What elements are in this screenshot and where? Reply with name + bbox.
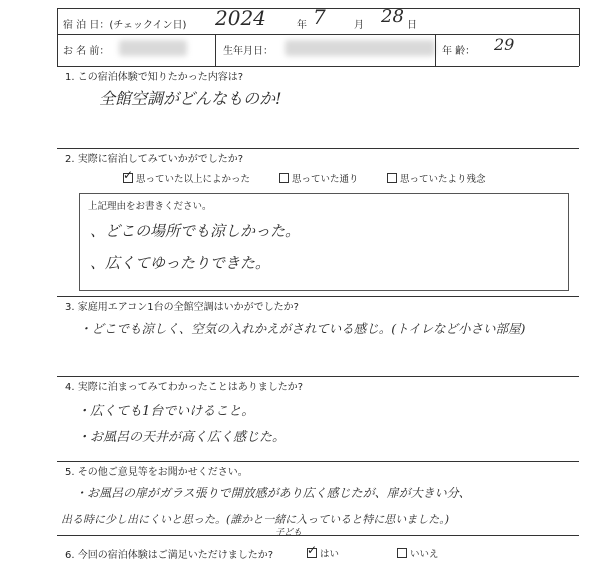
right-border: [579, 8, 580, 66]
month-unit: 月: [354, 20, 364, 31]
stay-month: 7: [313, 5, 326, 29]
stay-year: 2024: [215, 6, 266, 30]
q6-question: 6. 今回の宿泊体験はご満足いただけましたか?: [65, 550, 274, 561]
q5-insertion: 子ども: [275, 528, 303, 538]
check-mark-icon: ✓: [307, 543, 318, 557]
age-label: 年 齢：: [442, 46, 476, 57]
header-bottom-border: [57, 66, 579, 67]
q2-option-disappointing[interactable]: 思っていたより残念: [387, 171, 486, 185]
stay-date-label: 宿 泊 日：(チェックイン日): [63, 20, 187, 31]
check-mark-icon: ✓: [123, 168, 134, 182]
q2-reason-line-2: 、広くてゆったりできた。: [90, 254, 270, 272]
q4-answer-line-2: ・お風呂の天井が高く広く感じた。: [77, 430, 286, 445]
q1-answer: 全館空調がどんなものか!: [99, 89, 282, 108]
q4-question: 4. 実際に泊まってみてわかったことはありましたか?: [65, 382, 304, 393]
q5-answer-line-1: ・お風呂の扉がガラス張りで開放感があり広く感じたが、扉が大きい分、: [75, 486, 471, 500]
q6-option-no[interactable]: いいえ: [397, 546, 439, 560]
q5-divider: [57, 535, 579, 536]
birthdate-redacted: [285, 40, 435, 56]
q5-answer-line-2: 出る時に少し出にくいと思った。(誰かと一緒に入っていると特に思いました。): [61, 513, 450, 526]
survey-form: [57, 5, 579, 561]
q6-checkbox-yes[interactable]: [307, 543, 318, 558]
name-birth-divider: [215, 34, 216, 66]
q2-checkbox-disappointing[interactable]: [387, 173, 397, 183]
year-unit: 年: [297, 20, 307, 31]
q2-checkbox-better[interactable]: [123, 168, 134, 183]
day-unit: 日: [407, 20, 417, 31]
q2-reason-box: [79, 193, 569, 291]
left-border: [57, 8, 58, 66]
q2-option-better[interactable]: ✓ 思っていた以上によかった: [123, 168, 251, 185]
stay-day: 28: [381, 6, 404, 27]
q3-answer: ・どこでも涼しく、空気の入れかえがされている感じ。(トイレなど小さい部屋): [79, 321, 526, 336]
q2-option-as-expected[interactable]: 思っていた通り: [279, 171, 359, 185]
q2-checkbox-as-expected[interactable]: [279, 173, 289, 183]
q2-reason-label: 上記理由をお書きください。: [88, 201, 212, 212]
q5-question: 5. その他ご意見等をお聞かせください。: [65, 467, 248, 478]
birth-age-divider: [435, 34, 436, 66]
q6-option-yes[interactable]: ✓ はい: [307, 543, 340, 560]
q4-divider: [57, 461, 579, 462]
q2-question: 2. 実際に宿泊してみていかがでしたか?: [65, 154, 244, 165]
name-redacted: [119, 40, 187, 56]
q3-question: 3. 家庭用エアコン1台の全館空調はいかがでしたか?: [65, 302, 299, 313]
q3-divider: [57, 376, 579, 377]
age-value: 29: [494, 35, 515, 54]
q1-divider: [57, 148, 579, 149]
q2-divider: [57, 296, 579, 297]
q6-checkbox-no[interactable]: [397, 548, 407, 558]
q1-question: 1. この宿泊体験で知りたかった内容は?: [65, 72, 244, 83]
name-label: お 名 前：: [63, 46, 110, 57]
birthdate-label: 生年月日：: [223, 46, 273, 57]
q4-answer-line-1: ・広くても1台でいけること。: [77, 404, 255, 419]
q2-reason-line-1: 、どこの場所でも涼しかった。: [90, 222, 301, 240]
